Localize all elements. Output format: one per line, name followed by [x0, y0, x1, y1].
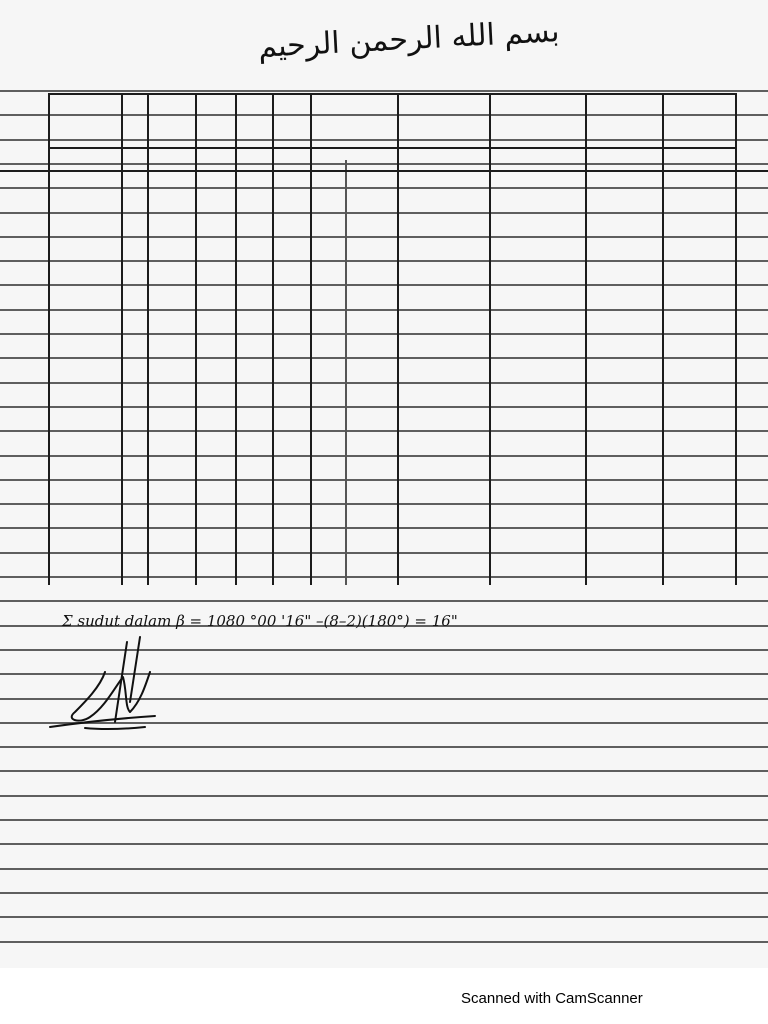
table-header-line — [0, 170, 768, 172]
scanner-watermark: Scanned with CamScanner — [461, 990, 643, 1007]
ruled-line — [0, 576, 768, 578]
ruled-line — [0, 892, 768, 894]
table-column-line — [272, 93, 274, 585]
ruled-line — [0, 868, 768, 870]
ruled-line — [0, 333, 768, 335]
table-column-line — [310, 93, 312, 585]
table-column-line — [585, 93, 587, 585]
ruled-line — [0, 843, 768, 845]
table-column-line — [195, 93, 197, 585]
table-column-line — [147, 93, 149, 585]
ruled-line — [0, 284, 768, 286]
ruled-line — [0, 552, 768, 554]
ruled-line — [0, 746, 768, 748]
ruled-line — [0, 503, 768, 505]
ruled-line — [0, 406, 768, 408]
ruled-line — [0, 382, 768, 384]
ruled-line — [0, 236, 768, 238]
ruled-line — [0, 430, 768, 432]
ruled-line — [0, 163, 768, 165]
handwritten-signature — [45, 632, 175, 742]
table-column-line — [48, 93, 50, 585]
ruled-line — [0, 309, 768, 311]
table-column-line — [397, 93, 399, 585]
bismillah-heading: بسم الله الرحمن الرحيم — [257, 14, 561, 65]
ruled-line — [0, 795, 768, 797]
table-header-line — [48, 93, 735, 95]
ruled-line — [0, 187, 768, 189]
ruled-line — [0, 527, 768, 529]
ruled-line — [0, 941, 768, 943]
table-column-line — [235, 93, 237, 585]
ruled-line — [0, 114, 768, 116]
ruled-line — [0, 357, 768, 359]
ruled-line — [0, 260, 768, 262]
table-column-line — [489, 93, 491, 585]
ruled-line — [0, 90, 768, 92]
ruled-line — [0, 139, 768, 141]
ruled-line — [0, 600, 768, 602]
ruled-line — [0, 455, 768, 457]
ruled-line — [0, 916, 768, 918]
ruled-line — [0, 819, 768, 821]
table-column-line — [345, 160, 347, 585]
ruled-line — [0, 770, 768, 772]
table-column-line — [735, 93, 737, 585]
table-column-line — [121, 93, 123, 585]
ruled-line — [0, 212, 768, 214]
table-header-line — [48, 147, 735, 149]
angle-sum-note: Σ sudut dalam β = 1080 °00 '16" –(8–2)(180°) = 16" — [62, 612, 458, 630]
ruled-line — [0, 479, 768, 481]
table-column-line — [662, 93, 664, 585]
